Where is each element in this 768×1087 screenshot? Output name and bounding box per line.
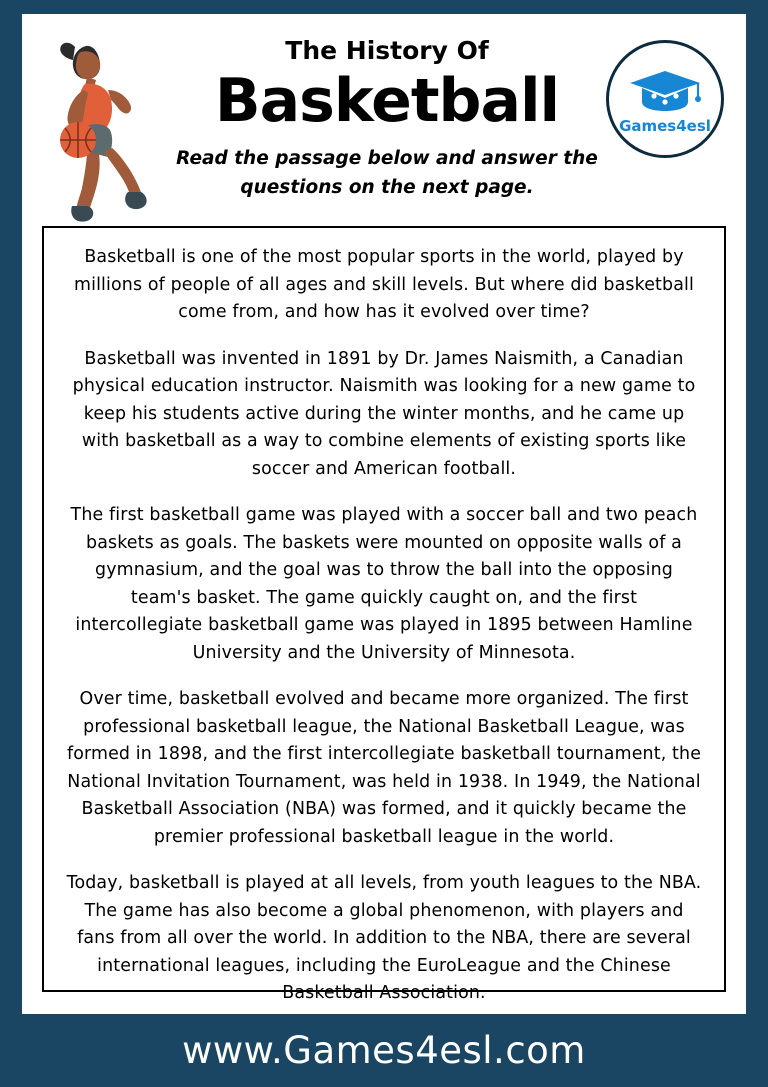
passage-paragraph: Basketball is one of the most popular sports in the world, played by millions of people of all ages and skill levels. But where did basketball come from, and how has it evolved over time? xyxy=(74,247,694,322)
passage-paragraph: Over time, basketball evolved and became more organized. The first professional basketball league, the National Basketball League, was formed in 1898, and the first intercollegiate basketball tournament, the National Invitation Tournament, was held in 1938. In 1949, the National Basketball Association (NBA) was formed, and it quickly became the premier professional basketball league in the world. xyxy=(66,689,702,847)
page-title: Basketball xyxy=(214,66,560,136)
passage-paragraph: Today, basketball is played at all levels, from youth leagues to the NBA. The game has also become a global phenomenon, with players and fans from all over the world. In addition to the NBA, there are several international leagues, including the EuroLeague and the Chinese Basketball Association. xyxy=(66,873,702,1003)
reading-passage xyxy=(42,226,726,1003)
title-block xyxy=(152,36,622,202)
footer-website: www.Games4esl.com xyxy=(182,1029,586,1072)
passage-paragraph: Basketball was invented in 1891 by Dr. James Naismith, a Canadian physical education instructor. Naismith was looking for a new game to keep his students active during the winter months, and he came up with basketball as a way to combine elements of existing sports like soccer and American football. xyxy=(72,348,696,479)
instructions-line-2: questions on the next page. xyxy=(240,177,534,198)
worksheet-sheet xyxy=(22,14,746,1014)
passage-paragraph: The first basketball game was played with a soccer ball and two peach baskets as goals. The baskets were mounted on opposite walls of a gymnasium, and the goal was to throw the ball into the opposing team's basket. The game quickly caught on, and the first intercollegiate basketball game was played in 1895 between Hamline University and the University of Minnesota. xyxy=(70,505,698,663)
instructions-line-1: Read the passage below and answer the xyxy=(176,148,598,169)
worksheet-subtitle: The History Of xyxy=(285,36,489,65)
footer xyxy=(0,1014,768,1087)
worksheet-header xyxy=(22,14,746,214)
instructions xyxy=(152,144,622,202)
logo-text: Games4esl xyxy=(619,117,711,135)
graduation-cap-icon xyxy=(628,69,702,113)
games4esl-logo xyxy=(606,40,724,158)
